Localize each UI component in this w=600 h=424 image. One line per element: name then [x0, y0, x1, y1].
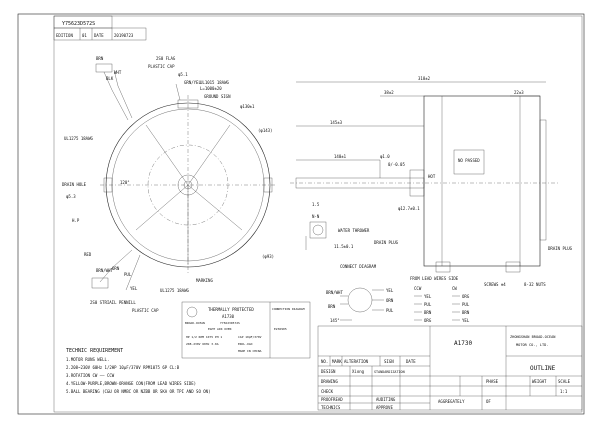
row-standardization: STANDARDIZATION — [374, 370, 405, 374]
dim-total: 318±2 — [418, 76, 431, 81]
label-grn-yel: GRN/YEL — [184, 80, 201, 85]
nameplate-line1: EGHT AIR OVER — [208, 327, 232, 331]
label-drain-hole: DRAIN HOLE — [62, 182, 87, 187]
nameplate-cert: E236905 — [274, 327, 287, 331]
cw-wire-1: ORG — [462, 294, 470, 299]
label-phi5-1: φ5.1 — [178, 72, 188, 77]
technic-item-1: 1.MOTOR RUNS WELL. — [66, 357, 110, 362]
conn-left-2: BRN — [328, 304, 336, 309]
label-ul1015: UL1015 18AWG — [200, 80, 229, 85]
scale-value: 1:1 — [560, 389, 568, 394]
date-label: DATE — [94, 33, 104, 38]
label-wht: WHT — [114, 70, 122, 75]
ccw-wire-1: YEL — [424, 294, 432, 299]
dim-phi12: φ12.7±0.1 — [398, 206, 420, 211]
side-view — [290, 82, 560, 272]
company-line-1: ZHONGSHAN BROAD-OCEAN — [510, 335, 556, 339]
nameplate-brand: BROAD-OCEAN — [185, 321, 205, 325]
label-drain-plug: DRAIN PLUG — [374, 240, 399, 245]
lead-wires-title: FROM LEAD WIRES SIDE — [410, 276, 459, 281]
label-flag: 2S0 FLAG — [156, 56, 176, 61]
of-label: OF — [486, 399, 491, 404]
label-ground-sign: GROUND SIGN — [204, 94, 231, 99]
dim-11-5: 11.5±0.1 — [334, 244, 354, 249]
label-ul1275-lower: UL1275 18AWG — [160, 288, 189, 293]
row-designer: Xiong — [352, 369, 365, 374]
label-red: RED — [84, 252, 92, 257]
nameplate-line4: CAP 10μF/370V — [238, 335, 262, 339]
label-phi143: (φ143) — [258, 128, 273, 133]
label-strain-relief: 2S0 STRIAIL PENNILL — [90, 300, 136, 305]
label-orn: ORN — [112, 266, 120, 271]
row-auditing: AUDITING — [376, 397, 396, 402]
ccw-label: CCW — [414, 286, 422, 291]
label-blk: BLK — [106, 76, 114, 81]
label-hot: HOT — [428, 174, 436, 179]
label-screws: SCREWS ⊕4 — [484, 282, 506, 287]
label-lwire: L=1000±20 — [200, 86, 222, 91]
technic-title: TECHNIC REQUIREMENT — [66, 348, 124, 354]
row-drawing: DRAWING — [321, 379, 338, 384]
label-hp: H.P — [72, 218, 80, 223]
nameplate-model: A1730 — [222, 314, 235, 319]
col-no: NO. — [321, 359, 329, 364]
dim-tol: 0/-0.05 — [388, 162, 405, 167]
dim-1-5: 1.5 — [312, 202, 320, 207]
label-phi130: φ130±1 — [240, 104, 255, 109]
technic-item-5: 5.BALL BEARING (C&U OR NMBC OR NZBB OR SKA OR TPI AND SO ON) — [66, 389, 211, 394]
nameplate-line5: ENCL.OAO — [238, 342, 253, 346]
conn-right-1: YEL — [386, 288, 394, 293]
conn-right-3: PUL — [386, 308, 394, 313]
nameplate-line2: HP 1/2 RPM 1075 PH 1 — [186, 335, 223, 339]
ccw-wire-4: ORG — [424, 318, 432, 323]
brand-logo-icon — [187, 307, 197, 317]
technic-item-2: 2.208~230V 60Hz 1/2HP 10μF/370V RPM1075 6P CL:B — [66, 365, 180, 370]
ccw-wire-2: PUL — [424, 302, 432, 307]
outline-label: OUTLINE — [530, 365, 556, 372]
label-brn: BRN — [96, 56, 104, 61]
outer-border — [18, 14, 584, 414]
motor-body — [424, 96, 540, 266]
conn-right-2: ORN — [386, 298, 394, 303]
top-left-title-block — [54, 16, 146, 40]
edition-label: EDITION — [56, 33, 73, 38]
dim-phi1: φ1.0 — [380, 154, 390, 159]
col-alteration: ALTERATION — [344, 359, 369, 364]
front-view — [92, 64, 276, 290]
col-date: DATE — [406, 359, 416, 364]
row-technics: TECHNICS — [321, 405, 341, 410]
row-check: CHECK — [321, 389, 334, 394]
date-value: 20190723 — [114, 33, 134, 38]
row-design: DESIGN — [321, 369, 336, 374]
dim-140: 140±1 — [334, 154, 347, 159]
technic-item-4: 4.YELLOW-PURPLE,BROWN-ORANGE CON(FROM LEAD WIRES SIDE) — [66, 381, 197, 386]
label-phi93: (φ93) — [262, 254, 275, 259]
col-mark: MARK — [332, 359, 342, 364]
label-phi5-3: φ5.3 — [66, 194, 76, 199]
nameplate-model-no: Y75623D572S — [220, 321, 240, 325]
label-brn-wht: BRN/WHT — [96, 268, 113, 273]
label-pul: PUL — [124, 272, 132, 277]
col-sign: SIGN — [384, 359, 394, 364]
nameplate-line3: 208-230V 60Hz 3.0A — [186, 342, 219, 346]
ccw-wire-3: BRN — [424, 310, 432, 315]
nameplate-line6: MADE IN CHINA — [238, 349, 262, 353]
edition-value: 01 — [82, 33, 87, 38]
label-water-thrower: WATER THROWER — [338, 228, 370, 233]
label-plastic-cap: PLASTIC CAP — [148, 64, 175, 69]
aggregately-label: AGGREGATELY — [438, 399, 465, 404]
conn-angle: 145° — [330, 318, 340, 323]
row-proofread: PROOFREAD — [321, 397, 343, 402]
label-yel: YEL — [130, 286, 138, 291]
nameplate-header: THERMALLY PROTECTED — [208, 307, 254, 312]
technic-item-3: 3.ROTATION CW —— CCW — [66, 373, 115, 378]
connect-diagram-title: CONNECT DIAGRAM — [340, 264, 377, 269]
nameplate-conn-label: CONNECTION DIAGRAM — [272, 307, 305, 311]
label-no-passed: NO PASSED — [458, 158, 480, 163]
cw-wire-3: BRN — [462, 310, 470, 315]
conn-left-1: BRN/WHT — [326, 290, 343, 295]
lead-wires-symbols — [414, 296, 460, 320]
label-plastic-cap-2: PLASTIC CAP — [132, 308, 159, 313]
dim-38: 38±2 — [384, 90, 394, 95]
row-approve: APPROVE — [376, 405, 393, 410]
drawing-number: Y75623D572S — [62, 21, 96, 27]
dim-145: 145±3 — [330, 120, 343, 125]
cw-wire-2: PUL — [462, 302, 470, 307]
weight-label: WEIGHT — [532, 379, 547, 384]
label-section: N-N — [312, 214, 320, 219]
cw-wire-4: YEL — [462, 318, 470, 323]
label-120deg: 120° — [120, 180, 130, 185]
cw-label: CW — [452, 286, 457, 291]
part-number: A1730 — [454, 340, 473, 347]
label-screws-nuts: 8-32 NUTS — [524, 282, 546, 287]
company-line-2: MOTOR CO., LTD. — [516, 343, 549, 347]
scale-label: SCALE — [558, 379, 571, 384]
label-ul1275: UL1275 18AWG — [64, 136, 93, 141]
connect-diagram — [340, 288, 384, 320]
dim-22: 22±3 — [514, 90, 524, 95]
label-marking: MARKING — [196, 278, 213, 283]
phase-label: PHASE — [486, 379, 499, 384]
label-drain-plug-2: DRAIN PLUG — [548, 246, 573, 251]
